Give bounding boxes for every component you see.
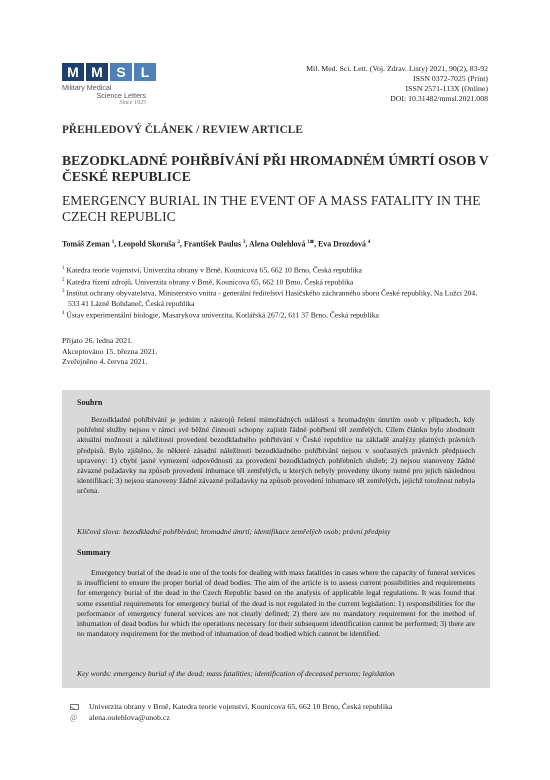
affiliation-text: Ústav experimentální biologie, Masarykova univerzita, Kotlářská 267/2, 611 37 Brno, Česká republika (66, 310, 379, 320)
date-received: Přijato 26. ledna 2021. (62, 336, 133, 345)
logo-line-2: Science Letters (96, 91, 146, 100)
contact-address-line (70, 702, 392, 712)
envelope-icon (70, 704, 79, 710)
abstract-box (62, 390, 490, 688)
journal-logo (62, 63, 158, 107)
summary-heading: Summary (77, 548, 111, 557)
logo-letter: L (134, 63, 156, 81)
affiliation (62, 287, 482, 309)
klicova-slova: Klíčová slova: bezodkladné pohřbívání; hromadné úmrtí; identifikace zemřelých osob; právní předpisy (77, 527, 391, 536)
author-name: Eva Drozdová (318, 239, 366, 249)
affiliations (62, 264, 482, 320)
issn-online: ISSN 2571-113X (Online) (405, 84, 488, 93)
author-sup: 2 (177, 240, 180, 245)
affiliation (62, 309, 482, 321)
affiliation (62, 276, 482, 288)
journal-info (306, 64, 488, 104)
affiliation-text: Institut ochrany obyvatelstva, Ministerstvo vnitra - generální ředitelství Hasičského záchranného sboru České republiky, Na Lužci 204, 533 41 Lázně Bohdaneč, Česká republika (66, 288, 478, 308)
contact-email[interactable]: alena.oulehlova@unob.cz (89, 713, 170, 722)
author-sup: 1⊠ (307, 240, 315, 245)
summary-text: Emergency burial of the dead is one of the tools for dealing with mass fatalities in cases where the capacity of funeral services is insufficient to ensure the proper burial of dead bodies. The aim of the article is to assess current possibilities and requirements for emergency burial of the dead in the Czech Republic based on the analysis of applicable legal regulations. It was found that some essential requirements for emergency burial of the dead is not regulated in the current legislation: 1) responsibilities for the performance of emergency funeral services are not clearly defined; 2) there are no mandatory requirement for the method of inhumation of dead bodies for which the operations necessary for their subsequent identification cannot be performed; 3) there are no mandatory requirement for the method of inhumation of dead bodied which cannot be identified. (77, 568, 475, 639)
author-sup: 4 (367, 240, 371, 245)
author-list: Tomáš Zeman $^1$, Leopold Skoruša $^2$, František Paulus $^3$, Alena Oulehlová $^{1⊠}$, Eva Drozdová $^4$ (62, 239, 371, 249)
author-name: Alena Oulehlová (249, 239, 306, 249)
date-published: Zveřejněno 4. června 2021. (62, 357, 148, 366)
article-dates (62, 336, 157, 368)
affiliation-text: Katedra řízení zdrojů, Univerzita obrany v Brně, Kounicova 65, 662 10 Brno, Česká republika (66, 277, 354, 287)
doi: DOI: 10.31482/mmsl.2021.008 (390, 94, 488, 103)
author-name: Tomáš Zeman (62, 239, 110, 249)
affiliation-sup: 3 (62, 289, 65, 295)
journal-citation: Mil. Med. Sci. Lett. (Voj. Zdrav. Listy) 2021, 90(2), 83-92 (306, 64, 488, 73)
logo-since: Since 1925 (119, 100, 146, 106)
logo-letter: M (86, 63, 108, 81)
title-czech: BEZODKLADNÉ POHŘBÍVÁNÍ PŘI HROMADNÉM ÚMRTÍ OSOB V ČESKÉ REPUBLICE (62, 153, 489, 184)
logo-line-1: Military Medical (62, 83, 112, 92)
issn-print: ISSN 0372-7025 (Print) (413, 74, 488, 83)
affiliation (62, 264, 482, 276)
key-words: Key words: emergency burial of the dead; mass fatalities; identification of deceased persons; legislation (77, 669, 395, 678)
affiliation-text: Katedra teorie vojenství, Univerzita obrany v Brně, Kounicova 65, 662 10 Brno, Česká republika (66, 265, 362, 275)
author-sup: 3 (243, 240, 246, 245)
title-english: EMERGENCY BURIAL IN THE EVENT OF A MASS FATALITY IN THE CZECH REPUBLIC (62, 193, 481, 224)
souhrn-heading: Souhrn (77, 398, 103, 407)
author-sup: 1 (111, 240, 115, 245)
logo-letters (62, 63, 158, 81)
at-icon: @ (70, 713, 78, 722)
contact-address: Univerzita obrany v Brně, Katedra teorie vojenství, Kounicova 65, 662 10 Brno, Česká republika (89, 702, 393, 711)
author-name: František Paulus (183, 239, 242, 249)
souhrn-text: Bezodkladné pohřbívání je jedním z nástrojů řešení mimořádných událostí s hromadným úmrtím osob v případech, kdy pohřební služby nejsou v rámci své běžné činnosti schopny zajistit řádné pohřbení těl zemřelých. Cílem článku bylo zhodnotit aktuální možnosti a náležitosti provedení bezodkladného pohřbívání v České republice na základě analýzy platných právních předpisů. Bylo zjištěno, že některé zásadní náležitosti bezodkladného pohřbívání nejsou v současných právních předpisech upraveny: 1) chybí jasné vymezení odpovědnosti za provedení bezodkladných pohřebních služeb; 2) nejsou stanoveny žádné závazné požadavky na způsob provedení inhumace těl zemřelých, u kterých nebyly provedeny úkony nutné pro jejich následnou identifikaci; 3) nejsou stanoveny žádné závazné požadavky na způsob provedení inhumace těl zemřelých, jejichž totožnost nebyla určena. (77, 415, 475, 496)
logo-letter: M (62, 63, 84, 81)
affiliation-sup: 4 (62, 310, 65, 316)
logo-letter: S (110, 63, 132, 81)
article-type: PŘEHLEDOVÝ ČLÁNEK / REVIEW ARTICLE (62, 124, 303, 136)
author-name: Leopold Skoruša (118, 239, 176, 249)
affiliation-sup: 2 (62, 277, 65, 283)
affiliation-sup: 1 (62, 266, 65, 271)
contact-email-line (70, 713, 170, 723)
date-accepted: Akceptováno 15. března 2021. (62, 346, 158, 356)
